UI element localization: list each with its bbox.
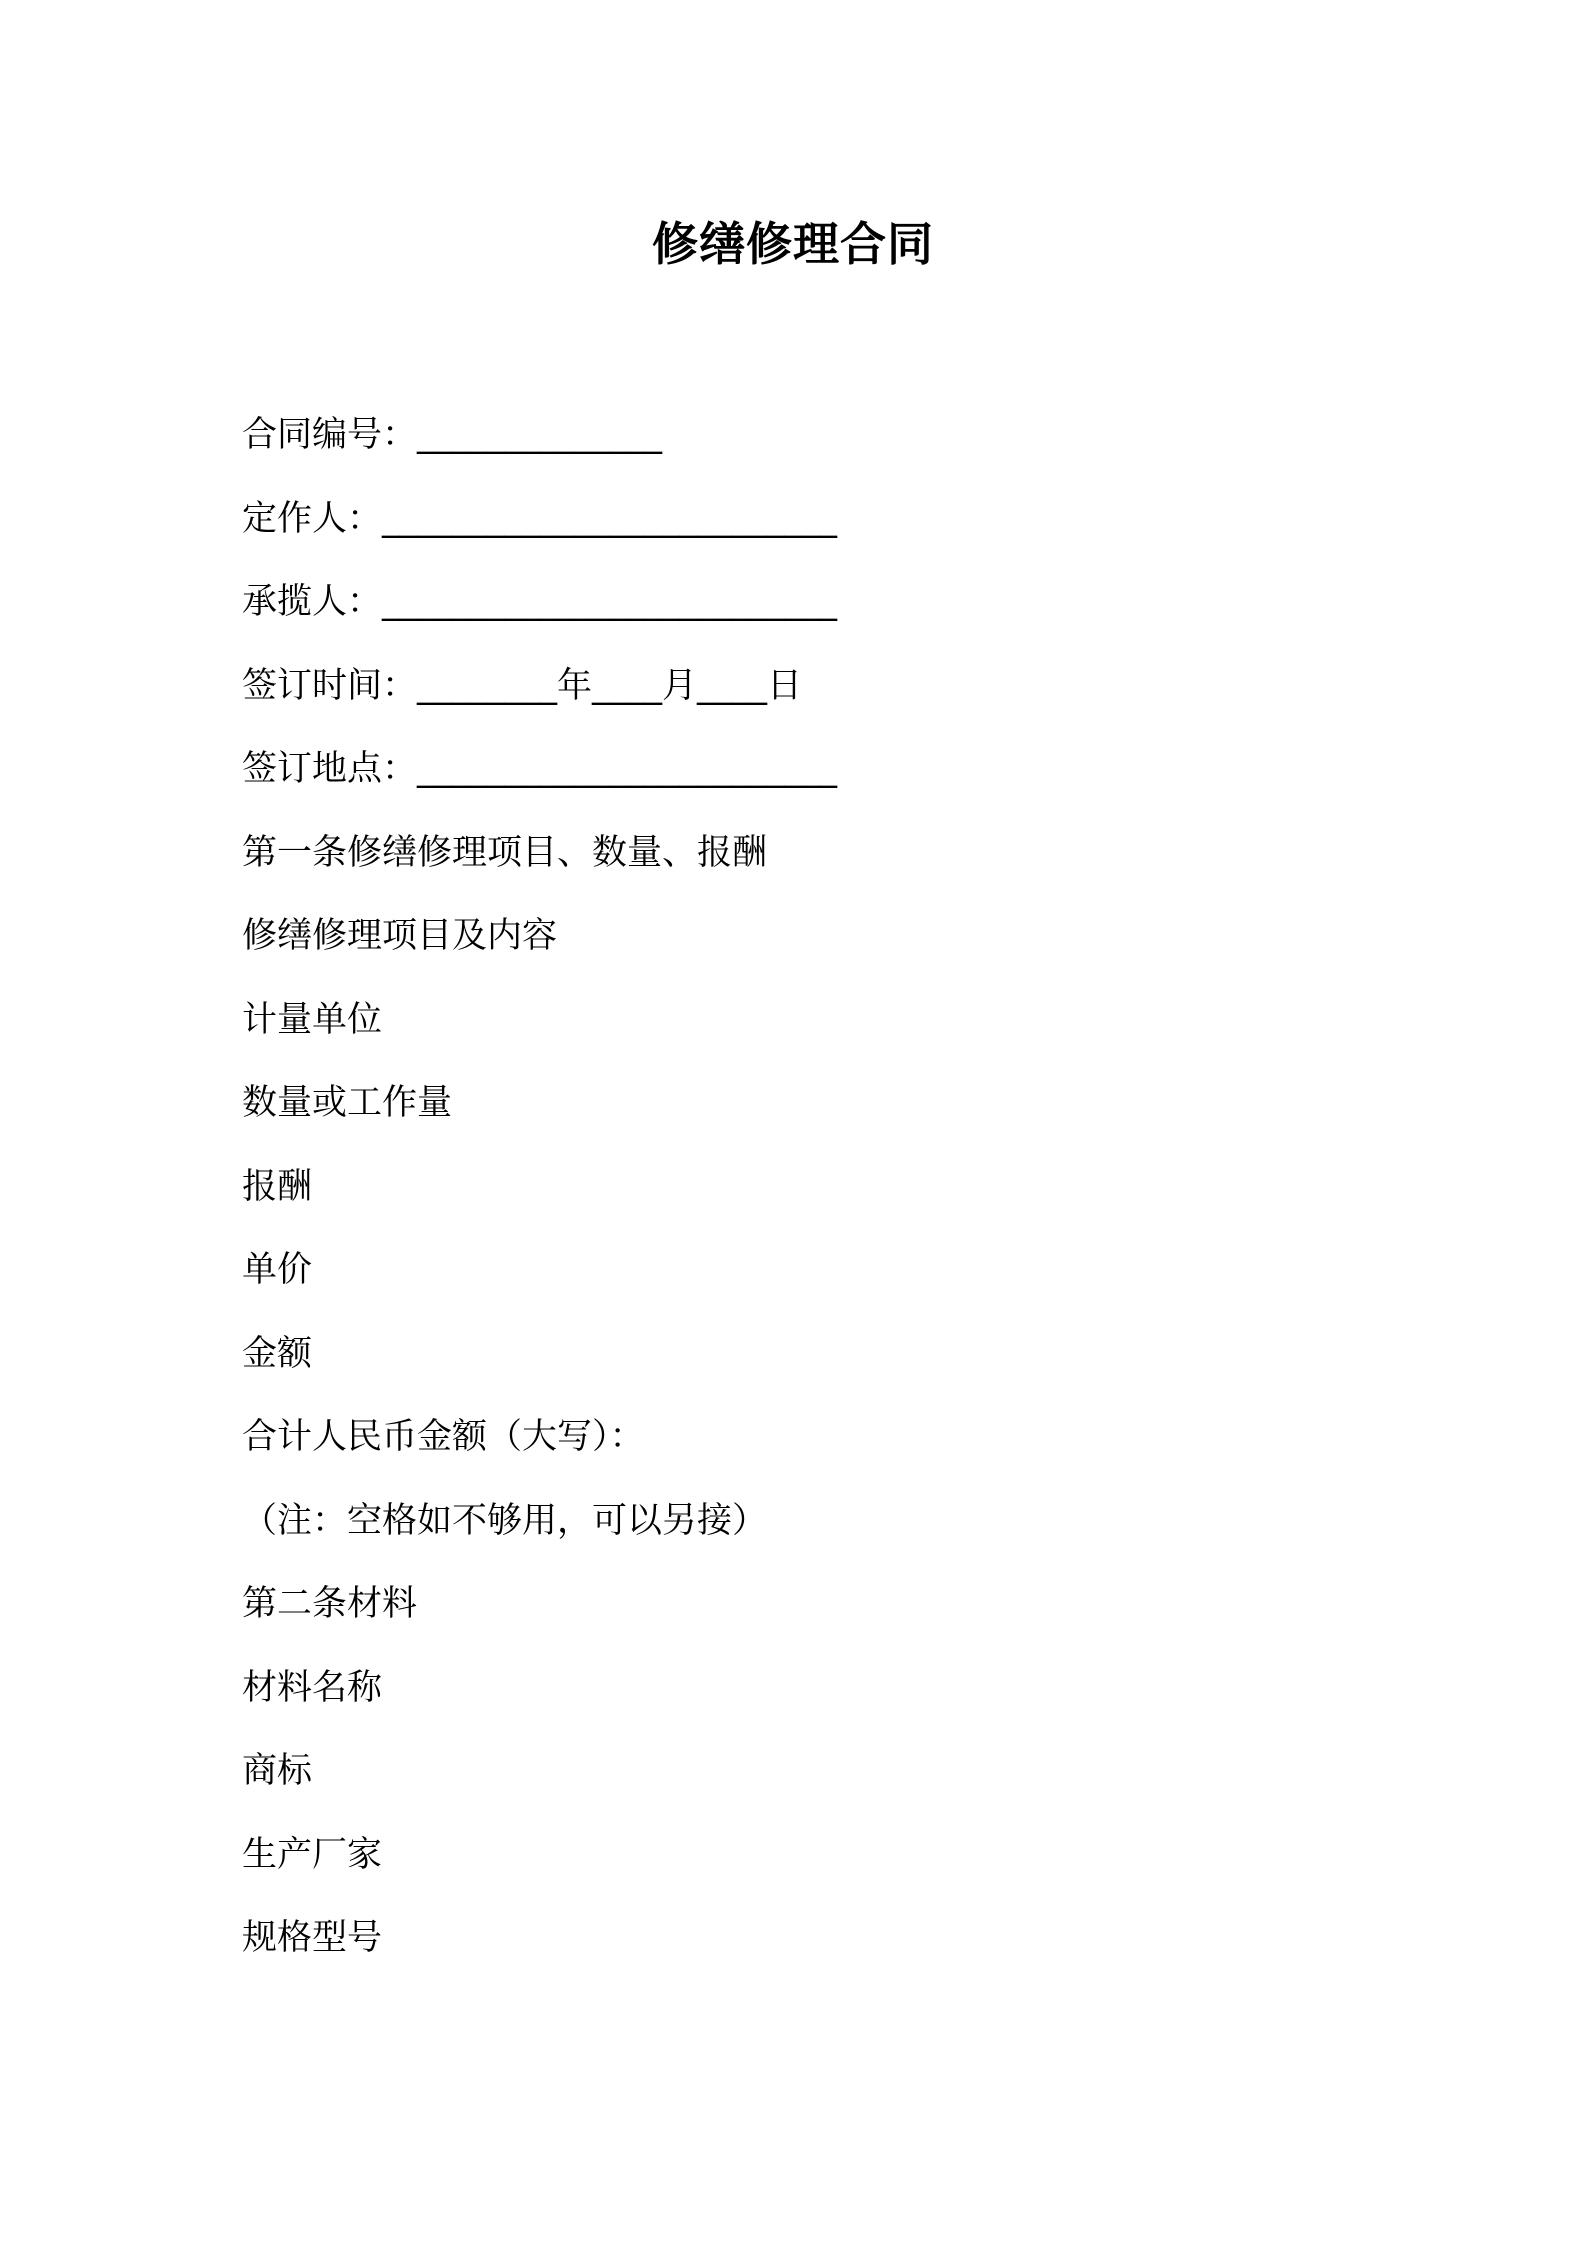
note-line: （注：空格如不够用，可以另接） bbox=[242, 1500, 768, 1541]
contractor-line: 承揽人：__________________________ bbox=[242, 582, 838, 622]
contract-number-line: 合同编号：______________ bbox=[242, 415, 663, 455]
material-name-label: 材料名称 bbox=[242, 1667, 383, 1708]
specification-label: 规格型号 bbox=[242, 1918, 383, 1958]
article-one-heading: 第一条修缮修理项目、数量、报酬 bbox=[242, 832, 768, 873]
unit-price-label: 单价 bbox=[242, 1250, 313, 1290]
amount-label: 金额 bbox=[242, 1333, 313, 1374]
manufacturer-label: 生产厂家 bbox=[242, 1834, 383, 1875]
document-body bbox=[242, 410, 1392, 1997]
article-two-heading: 第二条材料 bbox=[242, 1584, 418, 1624]
signing-date-line: 签订时间：________年____月____日 bbox=[242, 665, 803, 706]
total-amount-line: 合计人民币金额（大写）： bbox=[242, 1417, 645, 1457]
unit-label: 计量单位 bbox=[242, 999, 383, 1040]
orderer-line: 定作人：__________________________ bbox=[242, 498, 838, 539]
signing-place-line: 签订地点：________________________ bbox=[242, 749, 838, 789]
trademark-label: 商标 bbox=[242, 1751, 313, 1791]
remuneration-label: 报酬 bbox=[242, 1166, 313, 1207]
quantity-label: 数量或工作量 bbox=[242, 1083, 453, 1123]
document-title: 修缮修理合同 bbox=[652, 217, 934, 271]
repair-items-label: 修缮修理项目及内容 bbox=[242, 916, 558, 956]
